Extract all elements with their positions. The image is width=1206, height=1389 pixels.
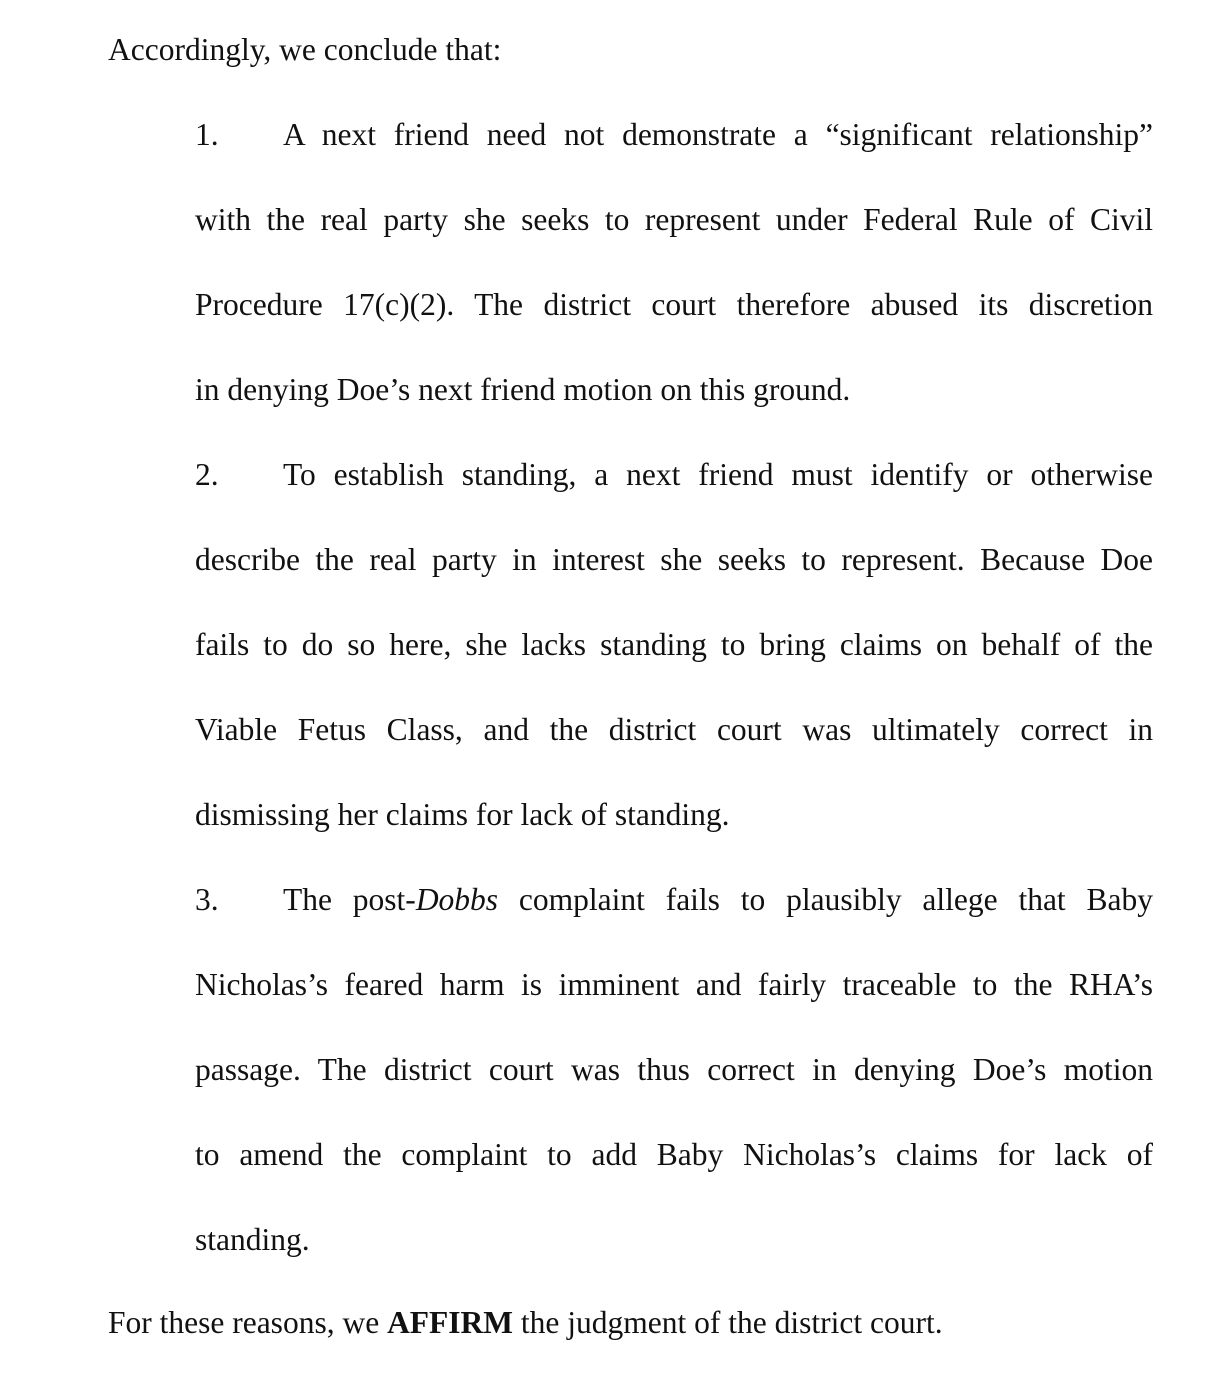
item-text-line: with the real party she seeks to represent under Federal Rule of Civil: [195, 202, 1153, 237]
item-text-line: in denying Doe’s next friend motion on this ground.: [195, 372, 851, 407]
item-2-first-line: [195, 455, 1153, 495]
item-number: 3.: [195, 882, 219, 917]
item-1-first-line: [195, 115, 1153, 155]
affirm-bold: AFFIRM: [387, 1305, 514, 1340]
closing-before: For these reasons, we: [108, 1305, 388, 1340]
item-text-line: passage. The district court was thus correct in denying Doe’s motion: [195, 1052, 1153, 1087]
item-text-suffix: complaint fails to plausibly allege that Baby: [498, 882, 1153, 917]
item-text-line: dismissing her claims for lack of standing.: [195, 797, 730, 832]
intro-paragraph: Accordingly, we conclude that:: [108, 32, 502, 67]
item-text-line: standing.: [195, 1222, 310, 1257]
closing-after: the judgment of the district court.: [513, 1305, 943, 1340]
item-text-line: describe the real party in interest she seeks to represent. Because Doe: [195, 542, 1153, 577]
item-text-prefix: The post-: [283, 882, 416, 917]
item-number: 1.: [195, 117, 219, 152]
item-text-line: A next friend need not demonstrate a “significant relationship”: [283, 117, 1153, 152]
item-text-line: fails to do so here, she lacks standing to bring claims on behalf of the: [195, 627, 1153, 662]
item-text-line: Nicholas’s feared harm is imminent and fairly traceable to the RHA’s: [195, 967, 1153, 1002]
item-text-line: Procedure 17(c)(2). The district court therefore abused its discretion: [195, 287, 1153, 322]
item-text-line: to amend the complaint to add Baby Nicholas’s claims for lack of: [195, 1137, 1153, 1172]
closing-paragraph: [108, 1303, 943, 1343]
item-text-line: Viable Fetus Class, and the district court was ultimately correct in: [195, 712, 1153, 747]
item-number: 2.: [195, 457, 219, 492]
item-3-first-line: [195, 880, 1153, 920]
case-name-italic: Dobbs: [415, 882, 499, 917]
item-text-line: To establish standing, a next friend must identify or otherwise: [283, 457, 1153, 492]
